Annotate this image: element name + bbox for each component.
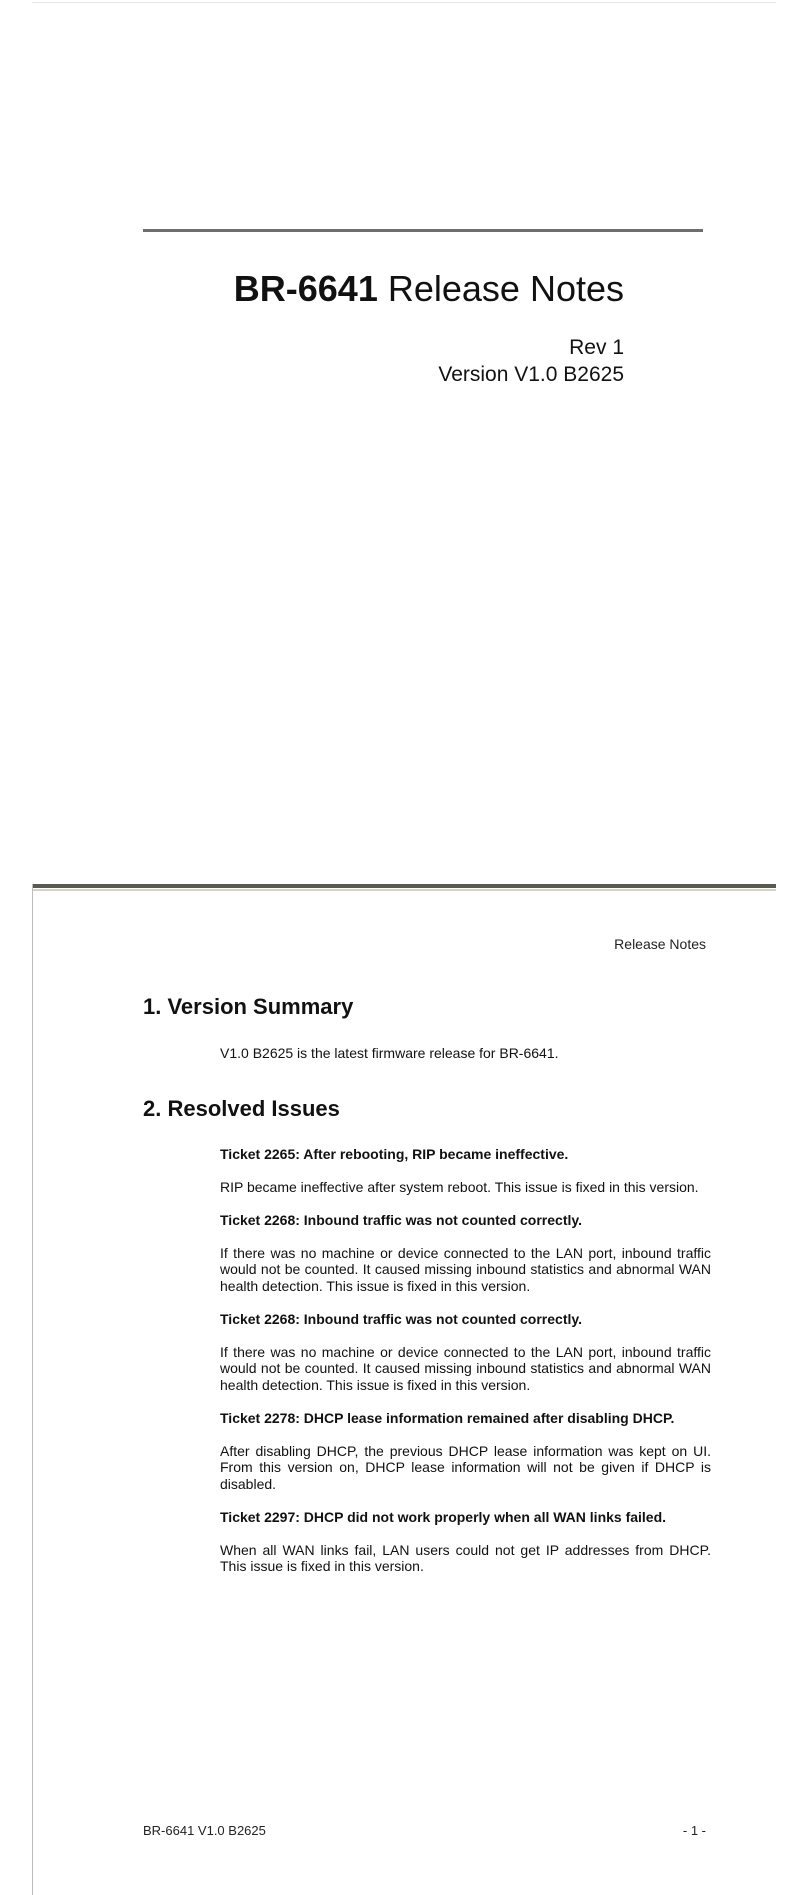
ticket-description: If there was no machine or device connected to the LAN port, inbound traffic would not be counted. It caused missing inbound statistics and abnormal WAN health detection. This issue is fixed in this version.	[220, 1244, 711, 1294]
page-header: Release Notes	[614, 936, 706, 952]
cover-title	[234, 268, 624, 310]
cover-rule	[143, 229, 703, 232]
cover-revision: Rev 1	[569, 336, 624, 359]
top-edge-rule	[32, 2, 776, 3]
footer-version: BR-6641 V1.0 B2625	[143, 1823, 266, 1838]
ticket-title: Ticket 2268: Inbound traffic was not counted correctly.	[220, 1212, 583, 1228]
section-heading-resolved-issues: 2. Resolved Issues	[143, 1096, 340, 1121]
page-divider	[32, 884, 776, 888]
cover-title-suffix: Release Notes	[377, 268, 624, 309]
ticket-title: Ticket 2278: DHCP lease information remained after disabling DHCP.	[220, 1410, 675, 1426]
ticket-title: Ticket 2268: Inbound traffic was not counted correctly.	[220, 1311, 583, 1327]
ticket-description: When all WAN links fail, LAN users could not get IP addresses from DHCP. This issue is fixed in this version.	[220, 1541, 711, 1574]
ticket-title: Ticket 2265: After rebooting, RIP became ineffective.	[220, 1146, 569, 1162]
cover-model: BR-6641	[233, 268, 378, 309]
ticket-description: After disabling DHCP, the previous DHCP lease information was kept on UI. From this version on, DHCP lease information will not be given if DHCP is disabled.	[220, 1442, 711, 1492]
ticket-description: If there was no machine or device connected to the LAN port, inbound traffic would not be counted. It caused missing inbound statistics and abnormal WAN health detection. This issue is fixed in this version.	[220, 1343, 711, 1393]
ticket-title: Ticket 2297: DHCP did not work properly when all WAN links failed.	[220, 1509, 667, 1525]
resolved-issues-list	[220, 1146, 711, 1592]
footer-page-number: - 1 -	[682, 1823, 706, 1838]
page-divider-underline	[32, 889, 776, 891]
cover-version: Version V1.0 B2625	[438, 363, 624, 386]
ticket-description: RIP became ineffective after system reboot. This issue is fixed in this version.	[220, 1178, 699, 1195]
page-left-edge	[32, 884, 33, 1895]
section-heading-version-summary: 1. Version Summary	[143, 994, 354, 1019]
version-summary-text: V1.0 B2625 is the latest firmware release for BR-6641.	[220, 1045, 559, 1061]
